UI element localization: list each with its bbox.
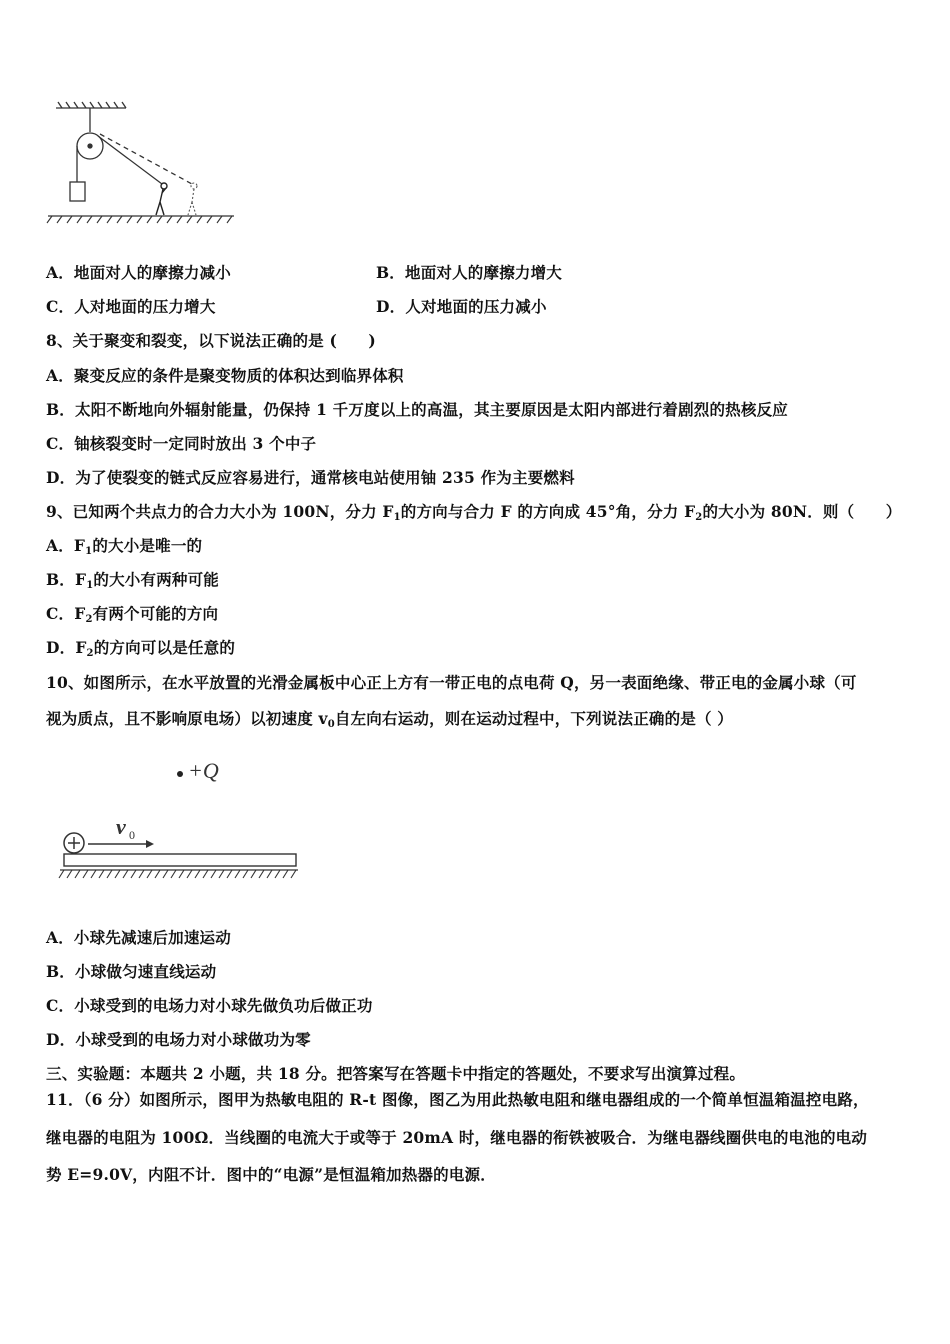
section3-heading: 三、实验题：本题共 2 小题，共 18 分。把答案写在答题卡中指定的答题处，不要求写出演算过程。 bbox=[46, 1064, 746, 1083]
q10-option-d: D．小球受到的电场力对小球做功为零 bbox=[46, 1030, 311, 1049]
q10-option-b: B．小球做匀速直线运动 bbox=[46, 962, 217, 981]
q7-option-b: B．地面对人的摩擦力增大 bbox=[376, 263, 563, 282]
q8-option-a: A．聚变反应的条件是聚变物质的体积达到临界体积 bbox=[46, 366, 404, 385]
velocity-label: v bbox=[116, 814, 126, 839]
q9-stem: 9、已知两个共点力的合力大小为 100N，分力 $F_1$的方向与合力 F 的方向成 45°角，分力 $F_2$的大小为 80N．则（ ） bbox=[46, 502, 902, 523]
q9-option-d: D．$F_2$的方向可以是任意的 bbox=[46, 638, 236, 659]
point-charge-dot bbox=[177, 771, 183, 777]
q8-stem: 8、关于聚变和裂变，以下说法正确的是 ( ) bbox=[46, 331, 376, 350]
q11-line1: 11．（6 分）如图所示，图甲为热敏电阻的 R-t 图像，图乙为用此热敏电阻和继电器组成的一个简单恒温箱温控电路， bbox=[46, 1090, 869, 1109]
charge-label: +Q bbox=[188, 758, 219, 783]
person-solid bbox=[156, 183, 167, 215]
q11-line3: 势 E=9.0V，内阻不计．图中的“电源”是恒温箱加热器的电源． bbox=[46, 1165, 496, 1184]
q9-option-a: A．$F_1$的大小是唯一的 bbox=[46, 536, 203, 557]
q9-option-c: C．$F_2$有两个可能的方向 bbox=[46, 604, 219, 625]
q10-option-c: C．小球受到的电场力对小球先做负功后做正功 bbox=[46, 996, 373, 1015]
charge-plate-figure bbox=[56, 750, 306, 890]
q9-option-b: B．$F_1$的大小有两种可能 bbox=[46, 570, 219, 591]
velocity-subscript: 0 bbox=[129, 828, 135, 842]
q10-option-a: A．小球先减速后加速运动 bbox=[46, 928, 231, 947]
q7-option-d: D．人对地面的压力减小 bbox=[376, 297, 547, 316]
q10-stem-line2: 视为质点，且不影响原电场）以初速度 $v_0$自左向右运动，则在运动过程中，下列说法正确的是（ ） bbox=[46, 709, 733, 730]
q7-option-a: A．地面对人的摩擦力减小 bbox=[46, 263, 231, 282]
q8-option-b: B．太阳不断地向外辐射能量，仍保持 1 千万度以上的高温，其主要原因是太阳内部进行着剧烈的热核反应 bbox=[46, 400, 788, 419]
pulley-figure bbox=[44, 98, 240, 226]
q11-line2: 继电器的电阻为 100Ω．当线圈的电流大于或等于 20mA 时，继电器的衔铁被吸合．为继电器线圈供电的电池的电动 bbox=[46, 1128, 868, 1147]
q7-option-c: C．人对地面的压力增大 bbox=[46, 297, 216, 316]
q8-option-d: D．为了使裂变的链式反应容易进行，通常核电站使用铀 235 作为主要燃料 bbox=[46, 468, 575, 487]
q10-stem-line1: 10、如图所示，在水平放置的光滑金属板中心正上方有一带正电的点电荷 Q，另一表面绝缘、带正电的金属小球（可 bbox=[46, 673, 857, 692]
q8-option-c: C．铀核裂变时一定同时放出 3 个中子 bbox=[46, 434, 317, 453]
metal-plate bbox=[64, 854, 296, 866]
person-dashed bbox=[188, 183, 197, 215]
